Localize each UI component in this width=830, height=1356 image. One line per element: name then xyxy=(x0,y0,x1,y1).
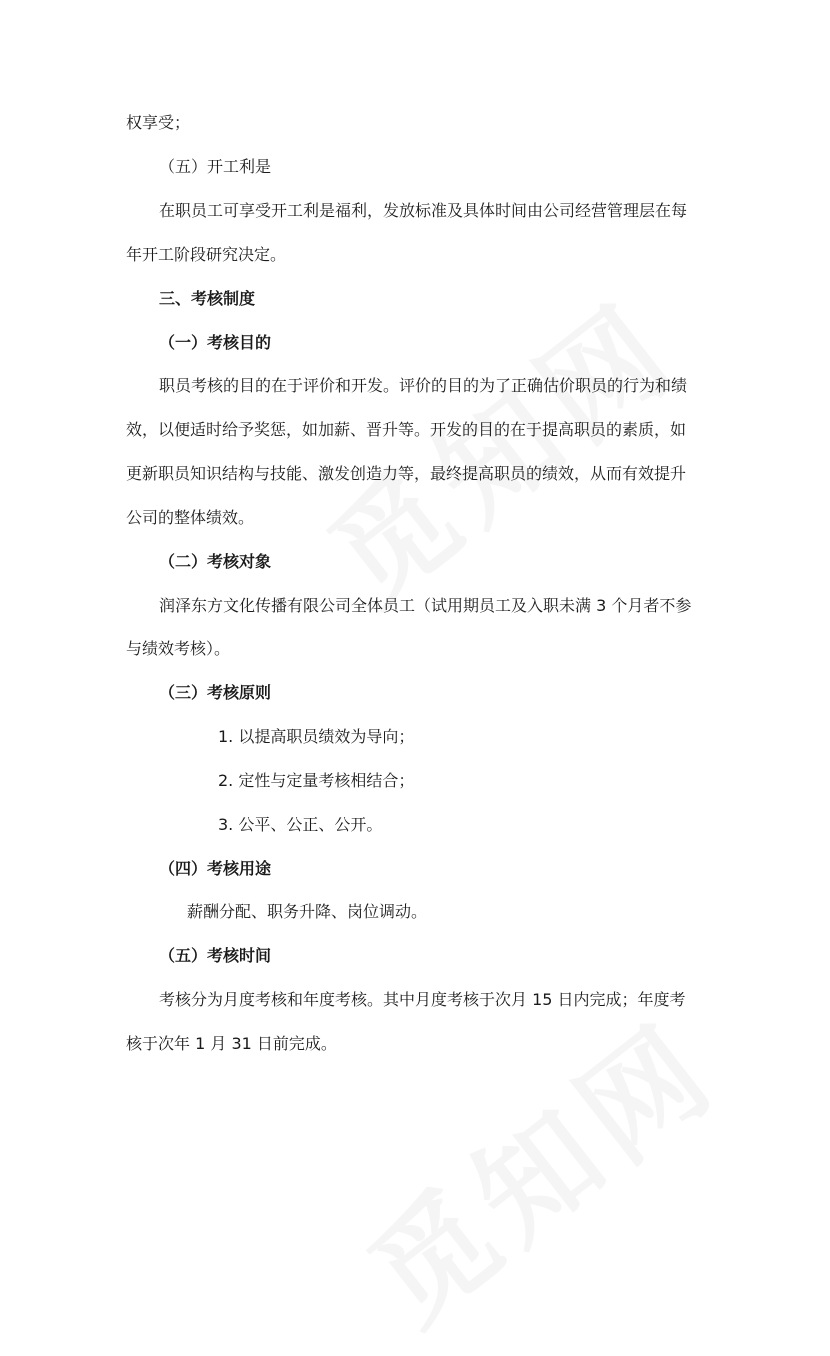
paragraph-line: 与绩效考核）。 xyxy=(126,639,231,658)
paragraph-line: 在职员工可享受开工利是福利，发放标准及具体时间由公司经营管理层在每 xyxy=(159,201,688,220)
watermark xyxy=(329,976,747,1355)
paragraph-line: 效，以便适时给予奖惩，如加薪、晋升等。开发的目的在于提高职员的素质，如 xyxy=(126,420,687,439)
subheading-principle: （三）考核原则 xyxy=(159,683,272,702)
subheading-usage: （四）考核用途 xyxy=(159,859,272,878)
paragraph-line: 职员考核的目的在于评价和开发。评价的目的为了正确估价职员的行为和绩 xyxy=(159,376,688,395)
paragraph-line: 更新职员知识结构与技能、激发创造力等，最终提高职员的绩效，从而有效提升 xyxy=(126,464,687,483)
paragraph-line: 权享受； xyxy=(126,113,191,132)
paragraph-line: 润泽东方文化传播有限公司全体员工（试用期员工及入职未满 3 个月者不参 xyxy=(159,596,692,615)
list-item: 1. 以提高职员绩效为导向； xyxy=(218,727,415,746)
paragraph-line: 核于次年 1 月 31 日前完成。 xyxy=(126,1034,337,1053)
subheading-purpose: （一）考核目的 xyxy=(159,333,272,352)
subheading-target: （二）考核对象 xyxy=(159,552,272,571)
paragraph-line: 公司的整体绩效。 xyxy=(126,508,255,527)
subheading-kaigong: （五）开工利是 xyxy=(159,157,272,176)
subheading-time: （五）考核时间 xyxy=(159,946,272,965)
watermark xyxy=(289,256,707,635)
paragraph-line: 年开工阶段研究决定。 xyxy=(126,245,287,264)
section-heading: 三、考核制度 xyxy=(159,289,256,308)
paragraph-line: 考核分为月度考核和年度考核。其中月度考核于次月 15 日内完成；年度考 xyxy=(159,990,686,1009)
list-item: 2. 定性与定量考核相结合； xyxy=(218,771,415,790)
list-item: 3. 公平、公正、公开。 xyxy=(218,815,383,834)
paragraph-line: 薪酬分配、职务升降、岗位调动。 xyxy=(187,902,428,921)
